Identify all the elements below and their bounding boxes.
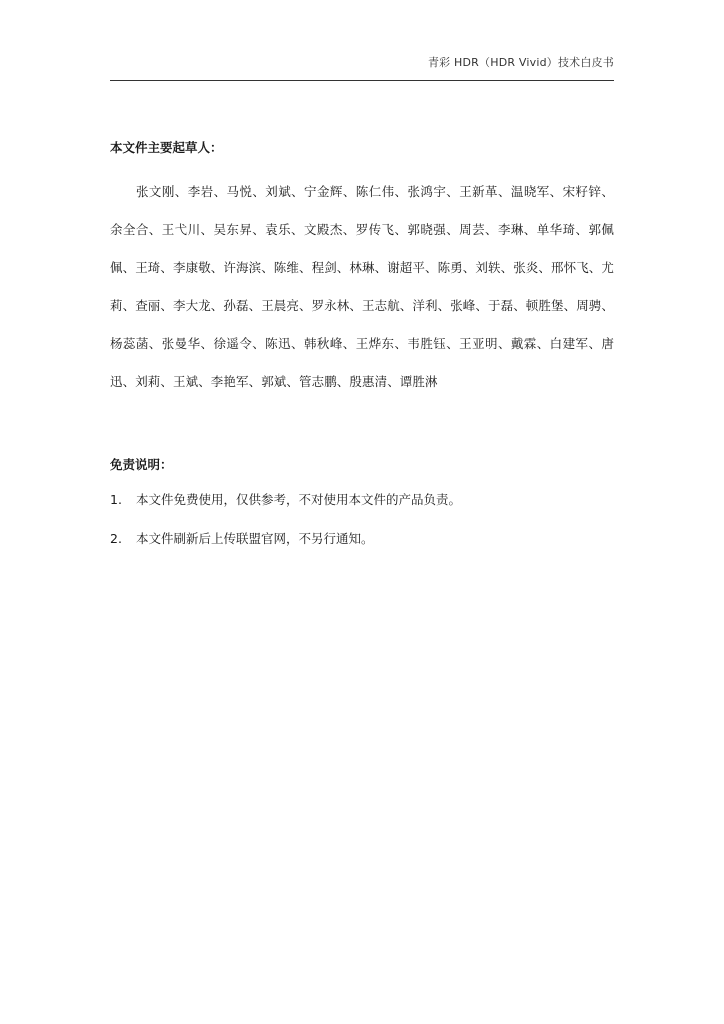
page-header-title: 青彩 HDR（HDR Vivid）技术白皮书 [427,56,614,69]
list-item-text: 本文件免费使用，仅供参考，不对使用本文件的产品负责。 [136,492,462,507]
list-item-number: 2. [110,531,122,546]
list-item-text: 本文件刷新后上传联盟官网，不另行通知。 [136,531,374,546]
drafters-heading: 本文件主要起草人： [110,140,223,155]
list-item [110,491,614,508]
drafters-section [110,140,614,401]
disclaimer-section [110,457,614,569]
drafters-names: 张文刚、李岩、马悦、刘斌、宁金辉、陈仁伟、张鸿宇、王新革、温晓军、宋籽锌、余全合、王弋川、吴东昇、袁乐、文殿杰、罗传飞、郭晓强、周芸、李琳、单华琦、郭佩佩、王琦、李康敬、许海滨、陈维、程剑、林琳、谢超平、陈勇、刘轶、张炎、邢怀飞、尤莉、查丽、李大龙、孙磊、王晨亮、罗永林、王志航、洋利、张峰、于磊、顿胜堡、周骋、杨蕊菡、张曼华、徐遥令、陈迅、韩秋峰、王烨东、韦胜钰、王亚明、戴霖、白建军、唐迅、刘莉、王斌、李艳军、郭斌、管志鹏、殷惠清、谭胜淋 [110,184,615,389]
disclaimer-heading: 免责说明： [110,457,173,472]
list-item [110,530,614,547]
list-item-number: 1. [110,492,122,507]
disclaimer-list [110,491,614,547]
header-divider [110,80,614,81]
